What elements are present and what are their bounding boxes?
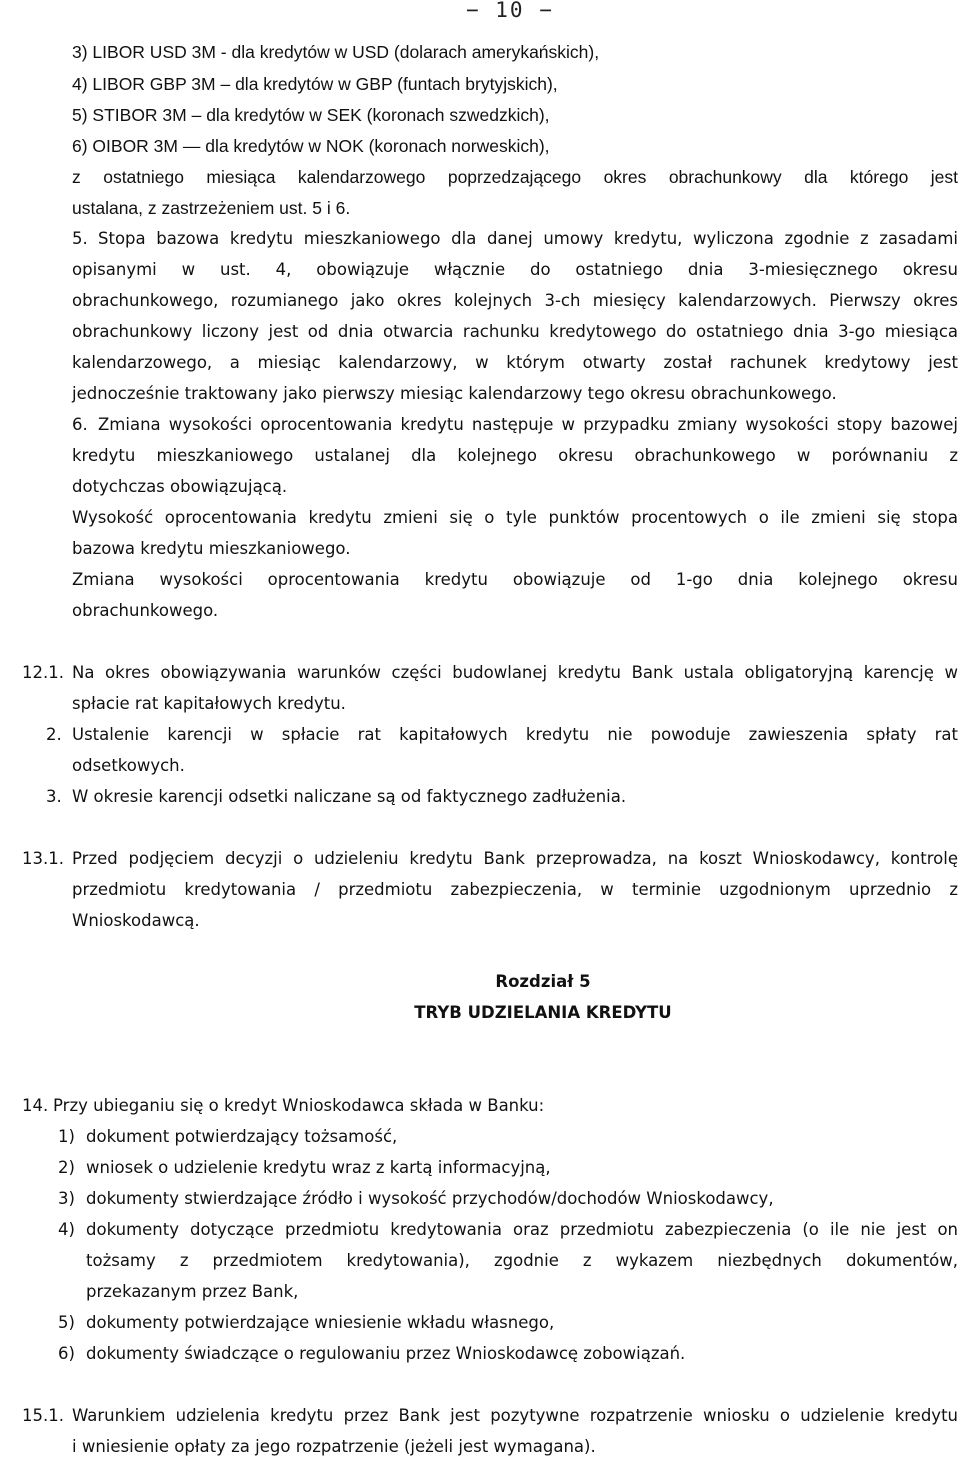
- list-number: 6): [58, 1344, 75, 1363]
- paragraph-line: z ostatniego miesiąca kalendarzowego poprzedzającego okres obrachunkowy dla którego jest: [72, 167, 958, 187]
- section-number: 13.1.: [22, 849, 64, 868]
- paragraph-line: kalendarzowego, a miesiąc kalendarzowy, w którym otwarty został rachunek kredytowy jest: [72, 353, 958, 372]
- list-item: dokumenty stwierdzające źródło i wysokość przychodów/dochodów Wnioskodawcy,: [86, 1189, 774, 1208]
- list-number: 5): [58, 1313, 75, 1332]
- paragraph-line: W okresie karencji odsetki naliczane są od faktycznego zadłużenia.: [72, 787, 627, 806]
- paragraph-line: Zmiana wysokości oprocentowania kredytu następuje w przypadku zmiany wysokości stopy bazowej: [98, 415, 958, 434]
- paragraph-line: i wniesienie opłaty za jego rozpatrzenie (jeżeli jest wymagana).: [72, 1437, 596, 1456]
- list-number: 1): [58, 1127, 75, 1146]
- paragraph-line: Wnioskodawcą.: [72, 911, 200, 930]
- section-number: 2.: [46, 725, 62, 744]
- section-number: 12.1.: [22, 663, 64, 682]
- paragraph-line: Stopa bazowa kredytu mieszkaniowego dla danej umowy kredytu, wyliczona zgodnie z zasadami: [98, 229, 958, 248]
- list-number: 4): [58, 1220, 75, 1239]
- paragraph-line: opisanymi w ust. 4, obowiązuje włącznie do ostatniego dnia 3-miesięcznego okresu: [72, 260, 958, 279]
- paragraph-line: Przed podjęciem decyzji o udzieleniu kredytu Bank przeprowadza, na koszt Wnioskodawcy, kontrolę: [72, 849, 958, 868]
- list-number: 3): [58, 1189, 75, 1208]
- section-number: 15.1.: [22, 1406, 64, 1425]
- paragraph-line: obrachunkowego, rozumianego jako okres kolejnych 3-ch miesięcy kalendarzowych. Pierwszy okres: [72, 291, 958, 310]
- paragraph-line: Zmiana wysokości oprocentowania kredytu obowiązuje od 1-go dnia kolejnego okresu: [72, 570, 958, 589]
- paragraph-line: Warunkiem udzielenia kredytu przez Bank jest pozytywne rozpatrzenie wniosku o udzielenie kredytu: [72, 1406, 958, 1425]
- paragraph-line: obrachunkowego.: [72, 601, 219, 620]
- list-item: przekazanym przez Bank,: [86, 1282, 299, 1301]
- list-item: 3) LIBOR USD 3M - dla kredytów w USD (dolarach amerykańskich),: [72, 42, 600, 62]
- section-number: 5.: [72, 229, 88, 248]
- paragraph-line: bazowa kredytu mieszkaniowego.: [72, 539, 351, 558]
- paragraph-line: spłacie rat kapitałowych kredytu.: [72, 694, 346, 713]
- paragraph-line: Przy ubieganiu się o kredyt Wnioskodawca składa w Banku:: [53, 1096, 545, 1115]
- chapter-subtitle: TRYB UDZIELANIA KREDYTU: [414, 1003, 672, 1022]
- section-number: 14.: [22, 1096, 49, 1115]
- paragraph-line: obrachunkowy liczony jest od dnia otwarcia rachunku kredytowego do ostatniego dnia 3-go miesiąca: [72, 322, 958, 341]
- list-item: 6) OIBOR 3M — dla kredytów w NOK (koronach norweskich),: [72, 136, 550, 156]
- list-item: tożsamy z przedmiotem kredytowania), zgodnie z wykazem niezbędnych dokumentów,: [86, 1251, 958, 1270]
- paragraph-line: kredytu mieszkaniowego ustalanej dla kolejnego okresu obrachunkowego w porównaniu z: [72, 446, 958, 465]
- section-number: 6.: [72, 415, 88, 434]
- paragraph-line: dotychczas obowiązującą.: [72, 477, 288, 496]
- list-item: wniosek o udzielenie kredytu wraz z kartą informacyjną,: [86, 1158, 551, 1177]
- list-item: dokumenty dotyczące przedmiotu kredytowania oraz przedmiotu zabezpieczenia (o ile nie jest on: [86, 1220, 958, 1239]
- list-item: dokumenty świadczące o regulowaniu przez Wnioskodawcę zobowiązań.: [86, 1344, 686, 1363]
- list-item: dokument potwierdzający tożsamość,: [86, 1127, 398, 1146]
- paragraph-line: ustalana, z zastrzeżeniem ust. 5 i 6.: [72, 198, 351, 218]
- list-item: 4) LIBOR GBP 3M – dla kredytów w GBP (funtach brytyjskich),: [72, 74, 558, 94]
- paragraph-line: przedmiotu kredytowania / przedmiotu zabezpieczenia, w terminie uzgodnionym uprzednio z: [72, 880, 958, 899]
- paragraph-line: jednocześnie traktowany jako pierwszy miesiąc kalendarzowy tego okresu obrachunkowego.: [72, 384, 837, 403]
- paragraph-line: Wysokość oprocentowania kredytu zmieni się o tyle punktów procentowych o ile zmieni się stopa: [72, 508, 958, 527]
- list-item: 5) STIBOR 3M – dla kredytów w SEK (koronach szwedzkich),: [72, 105, 550, 125]
- page-number: − 10 −: [466, 0, 554, 22]
- paragraph-line: Na okres obowiązywania warunków części budowlanej kredytu Bank ustala obligatoryjną karencję w: [72, 663, 958, 682]
- list-item: dokumenty potwierdzające wniesienie wkładu własnego,: [86, 1313, 555, 1332]
- section-number: 3.: [46, 787, 62, 806]
- paragraph-line: odsetkowych.: [72, 756, 185, 775]
- chapter-title: Rozdział 5: [495, 972, 591, 991]
- list-number: 2): [58, 1158, 75, 1177]
- paragraph-line: Ustalenie karencji w spłacie rat kapitałowych kredytu nie powoduje zawieszenia spłaty rat: [72, 725, 958, 744]
